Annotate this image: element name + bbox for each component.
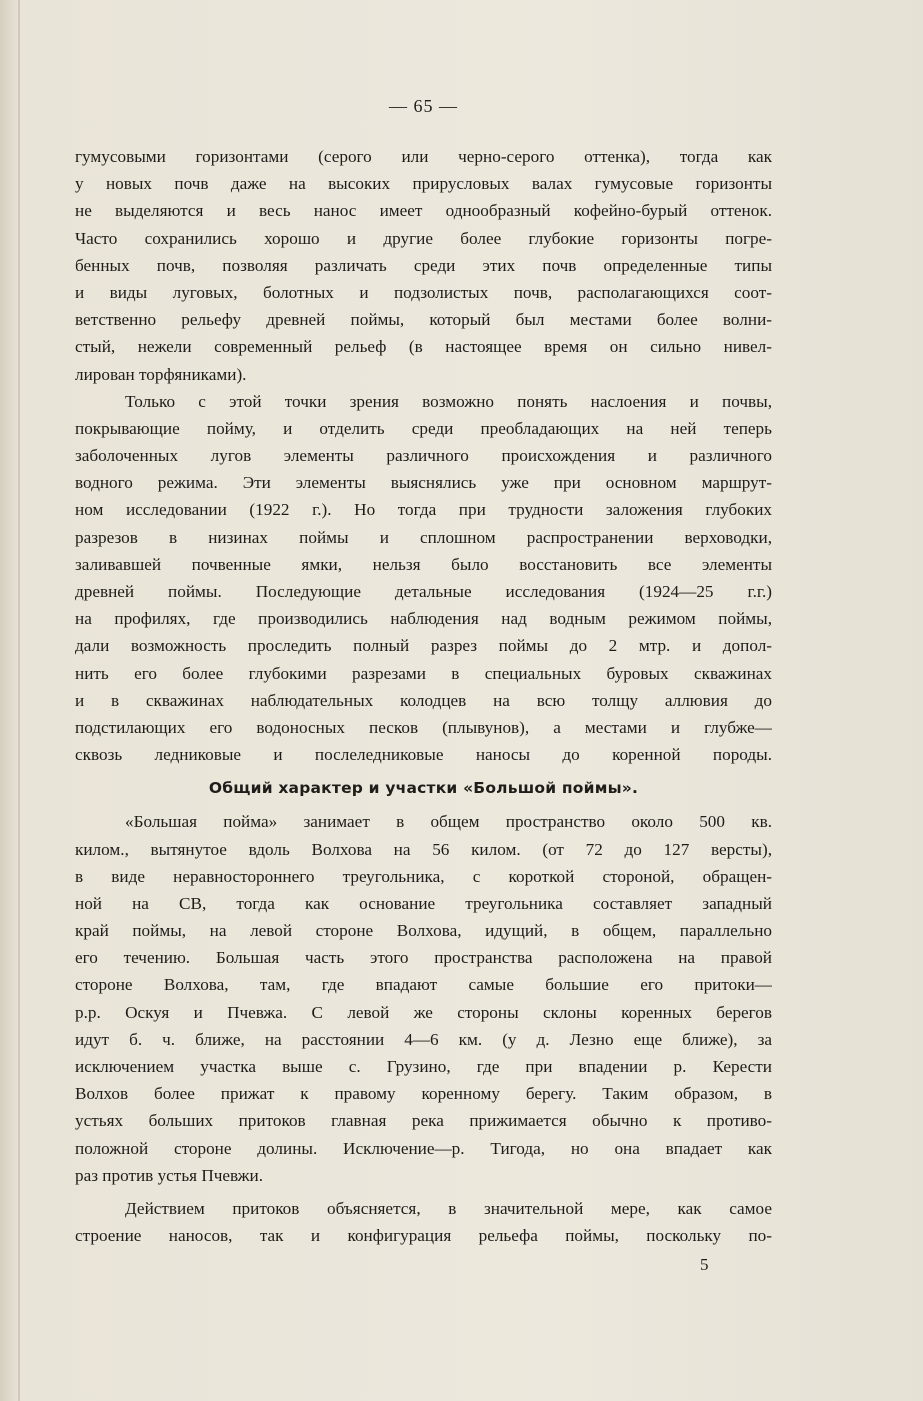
text-line: гумусовыми горизонтами (серого или черно-серого оттенка), тогда как [75,147,772,166]
text-line: не выделяются и весь нанос имеет однообразный кофейно-бурый оттенок. [75,201,772,221]
section-heading: Общий характер и участки «Большой поймы». [208,779,639,798]
text-line: и в скважинах наблюдательных колодцев на всю толщу аллювия до [75,690,772,710]
text-line: сквозь ледниковые и послеледниковые наносы до коренной породы. [75,745,772,765]
paragraph-2 [75,388,772,769]
text-line: бенных почв, позволяя различать среди этих почв определенные типы [75,255,772,275]
text-line: на профилях, где производились наблюдения над водным режимом поймы, [75,609,772,629]
text-line: строение наносов, так и конфигурация рельефа поймы, поскольку по- [75,1226,772,1246]
text-line: и виды луговых, болотных и подзолистых почв, располагающихся соот- [75,282,772,302]
text-line: дали возможность проследить полный разрез поймы до 2 мтр. и допол- [75,636,772,656]
text-line: устьях больших притоков главная река прижимается обычно к противо- [75,1111,772,1131]
text-line: подстилающих его водоносных песков (плывунов), а местами и глубже— [75,717,772,737]
text-line: Волхов более прижат к правому коренному берегу. Таким образом, в [75,1084,772,1104]
text-line: «Большая пойма» занимает в общем пространство около 500 кв. [125,812,772,832]
text-line: заливавшей почвенные ямки, нельзя было восстановить все элементы [75,554,772,574]
text-line: покрывающие пойму, и отделить среди преобладающих на ней теперь [75,418,772,438]
text-line: Действием притоков объясняется, в значительной мере, как самое [125,1198,772,1218]
text-line: водного режима. Эти элементы выяснялись уже при основном маршрут- [75,473,772,493]
text-line: р.р. Оскуя и Пчевжа. С левой же стороны склоны коренных берегов [75,1002,772,1022]
page-number: — 65 — [389,96,458,116]
text-line: разрезов в низинах поймы и сплошном распространении верховодки, [75,527,772,547]
text-line: у новых почв даже на высоких прирусловых валах гумусовые горизонты [75,174,772,194]
text-line: край поймы, на левой стороне Волхова, идущий, в общем, параллельно [75,921,772,941]
text-line: идут б. ч. ближе, на расстоянии 4—6 км. (у д. Лезно еще ближе), за [75,1029,772,1049]
paragraph-4 [75,1195,772,1249]
paragraph-3 [75,808,772,1189]
text-line: стый, нежели современный рельеф (в настоящее время он сильно нивел- [75,337,772,357]
text-line: ветственно рельефу древней поймы, который был местами более волни- [75,310,772,330]
text-line: килом., вытянутое вдоль Волхова на 56 килом. (от 72 до 127 версты), [75,839,772,859]
signature-mark: 5 [700,1255,709,1274]
text-line: ной на СВ, тогда как основание треугольника составляет западный [75,893,772,913]
text-line: Часто сохранились хорошо и другие более глубокие горизонты погре- [75,228,772,248]
text-line: в виде неравностороннего треугольника, с короткой стороной, обращен- [75,866,772,886]
text-line: раз против устья Пчевжи. [75,1165,264,1185]
text-line: исключением участка выше с. Грузино, где при впадении р. Керести [75,1057,772,1076]
text-line: лирован торфяниками). [75,364,247,384]
text-line: ном исследовании (1922 г.). Но тогда при трудности заложения глубоких [75,500,772,520]
text-block [75,90,772,1249]
text-line: положной стороне долины. Исключение—р. Тигода, но она впадает как [75,1138,772,1158]
text-line: нить его более глубокими разрезами в специальных буровых скважинах [75,663,772,683]
text-line: Только с этой точки зрения возможно понять наслоения и почвы, [125,391,772,411]
text-line: его течению. Большая часть этого пространства расположена на правой [75,948,772,968]
text-line: стороне Волхова, там, где впадают самые большие его притоки— [75,975,772,995]
binding-edge [18,0,20,1401]
paragraph-1 [75,143,772,388]
text-line: древней поймы. Последующие детальные исследования (1924—25 г.г.) [75,582,772,601]
text-line: заболоченных лугов элементы различного происхождения и различного [75,446,772,466]
